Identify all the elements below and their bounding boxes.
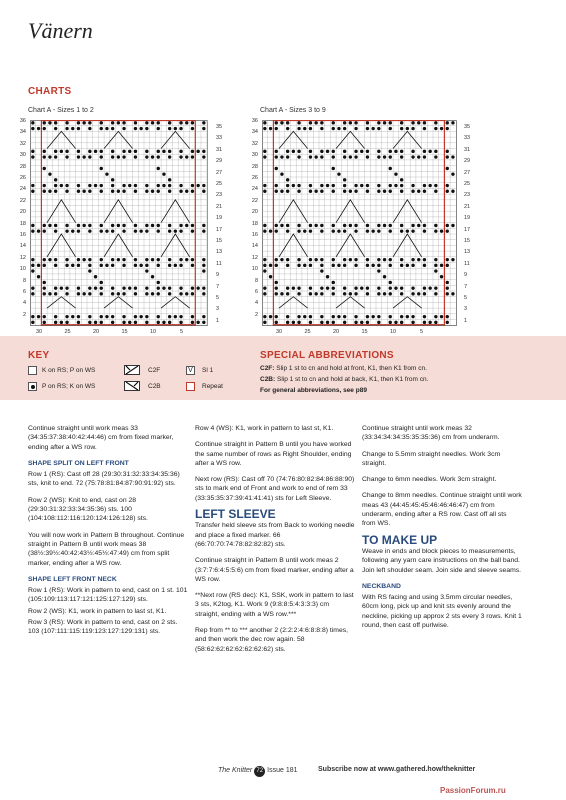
row-number: 36	[19, 118, 26, 124]
key-knit-label: K on RS; P on WS	[42, 367, 96, 374]
col1-paragraph: Row 2 (WS): Knit to end, cast on 28 (29:30:31:32:33:34:35:36) sts. 100 (104:108:112:116:120:124:126:128) sts.	[28, 496, 148, 523]
row-number: 13	[216, 249, 223, 256]
row-number: 23	[216, 192, 223, 199]
key-sl1-label: Sl 1	[202, 367, 214, 374]
col2-paragraph: Rep from ** to *** another 2 (2:2:2:4:6:8:8:8) times, and then work the dec row again. 58 (58:62:62:62:62:62:62:62) sts.	[195, 627, 349, 653]
row-number: 15	[216, 238, 223, 244]
row-number: 26	[19, 175, 26, 181]
section-heading: NECKBAND	[362, 582, 401, 590]
row-number: 9	[464, 272, 468, 279]
slip-symbol-icon: V	[186, 366, 195, 375]
column-number: 5	[179, 329, 184, 335]
section-heading: SHAPE SPLIT ON LEFT FRONT	[28, 459, 129, 467]
c2b-symbol-icon	[124, 381, 140, 391]
col3-paragraph: Weave in ends and block pieces to measurements, following any yarn care instructions on the ball band. Join left shoulder seam. Join side and sleeve seams.	[362, 547, 522, 574]
row-number: 12	[19, 254, 26, 261]
key-heading: KEY	[28, 350, 50, 361]
footer-magazine: The Knitter 72 Issue 181	[218, 766, 298, 777]
watermark: PassionForum.ru	[440, 786, 506, 795]
col1-paragraph: Continue straight until work meas 33 (34:35:37:38:40:42:44:46) cm from fixed marker, ending after a WS row.	[28, 425, 174, 451]
col3-paragraph: With RS facing and using 3.5mm circular needles, 60cm long, pick up and knit sts evenly around the neckline, picking up approx 2 sts every 3 rows. Knit 1 round, then cast off purlwise.	[362, 594, 522, 630]
column-number: 15	[361, 329, 368, 335]
repeat-symbol-icon	[186, 382, 195, 391]
page-number-badge: 72	[254, 766, 265, 777]
col2-paragraph: **Next row (RS dec): K1, SSK, work in pattern to last 3 sts, K2tog, K1. Work 9 (9:8:8:5:4:3:3:3) cm straight, ending with a WS row.***	[195, 592, 354, 618]
chart-b-grid	[262, 120, 460, 326]
row-number: 28	[251, 163, 258, 170]
row-number: 9	[216, 272, 220, 279]
section-heading: LEFT SLEEVE	[195, 507, 276, 522]
abbr-general: For general abbreviations, see p89	[260, 387, 367, 394]
section-heading: SHAPE LEFT FRONT NECK	[28, 575, 117, 583]
row-number: 12	[251, 254, 258, 261]
row-number: 6	[254, 289, 258, 295]
row-number: 30	[251, 152, 258, 159]
row-number: 26	[251, 175, 258, 181]
row-number: 24	[251, 186, 258, 193]
column-number: 30	[275, 329, 283, 335]
column-number: 10	[149, 329, 157, 335]
row-number: 8	[22, 277, 26, 284]
row-number: 18	[19, 220, 26, 227]
row-number: 22	[19, 197, 26, 204]
row-number: 14	[251, 243, 258, 250]
footer-subscribe-link[interactable]: Subscribe now at www.gathered.how/theknitter	[318, 766, 476, 773]
key-c2f-label: C2F	[148, 367, 161, 374]
section-heading: TO MAKE UP	[362, 532, 438, 547]
row-number: 16	[19, 232, 26, 238]
col2-paragraph: Continue straight in Pattern B until work meas 2 (3:7:7:6:4:5:5:6) cm from fixed marker, ending after a WS row.	[195, 557, 354, 583]
row-number: 19	[464, 215, 471, 222]
purl-symbol-icon	[28, 382, 37, 391]
row-number: 28	[19, 163, 26, 170]
row-number: 11	[464, 260, 470, 267]
row-number: 17	[216, 226, 223, 233]
row-number: 20	[251, 209, 258, 216]
row-number: 18	[251, 220, 258, 227]
row-number: 30	[19, 152, 26, 159]
column-1	[28, 424, 188, 644]
row-number: 25	[216, 181, 223, 187]
col1-paragraph: You will now work in Pattern B throughout. Continue straight in Pattern B until work meas 38 (38½:39½:40:42:43½:45½:47:49) cm from split marker, ending after a WS row.	[28, 531, 185, 567]
column-3	[362, 424, 522, 637]
row-number: 5	[464, 295, 468, 301]
row-number: 33	[464, 135, 471, 142]
row-number: 35	[216, 124, 223, 130]
row-number: 22	[251, 197, 258, 204]
key-c2b-label: C2B	[148, 383, 161, 390]
row-number: 23	[464, 192, 471, 199]
col2-paragraph: Transfer held sleeve sts from Back to working needle and place a fixed marker. 66 (66:70:70:74:78:82:82:82) sts.	[195, 522, 355, 548]
row-number: 20	[19, 209, 26, 216]
row-number: 16	[251, 232, 258, 238]
row-number: 27	[464, 169, 471, 176]
col2-paragraph: Row 4 (WS): K1, work in pattern to last st, K1.	[195, 425, 334, 432]
abbr-c2b: C2B: Slip 1 st to cn and hold at back, K1, then K1 from cn.	[260, 376, 429, 383]
row-number: 29	[464, 158, 471, 165]
chart-a-label: Chart A - Sizes 1 to 2	[28, 107, 94, 114]
row-number: 27	[216, 169, 223, 176]
row-number: 15	[464, 238, 471, 244]
column-number: 20	[332, 329, 340, 335]
col1-paragraph: Row 1 (RS): Work in pattern to end, cast on 1 st. 101 (105:109:113:117:121:125:127:129) sts.	[28, 587, 188, 604]
row-number: 2	[22, 311, 26, 318]
row-number: 4	[22, 300, 26, 307]
key-repeat-label: Repeat	[202, 383, 223, 390]
row-number: 8	[254, 277, 258, 284]
column-number: 5	[419, 329, 424, 335]
column-number: 25	[64, 329, 71, 335]
row-number: 10	[251, 266, 258, 273]
row-number: 24	[19, 186, 26, 193]
row-number: 2	[254, 311, 258, 318]
col3-paragraph: Change to 8mm needles. Continue straight until work meas 43 (44:45:45:45:46:46:46:47) cm from underarm, ending after a RS row. Cast off all sts from WS.	[362, 492, 522, 528]
row-number: 33	[216, 135, 223, 142]
col1-paragraph: Row 2 (WS): K1, work in pattern to last st, K1.	[28, 607, 167, 615]
abbr-c2f: C2F: Slip 1 st to cn and hold at front, K1, then K1 from cn.	[260, 365, 427, 372]
row-number: 7	[216, 283, 220, 290]
col2-paragraph: Continue straight in Pattern B until you have worked the same number of rows as Right Shoulder, ending after a WS row.	[195, 441, 352, 467]
row-number: 34	[251, 129, 258, 136]
row-number: 13	[464, 249, 471, 256]
row-number: 31	[464, 146, 471, 153]
row-number: 19	[216, 215, 223, 222]
row-number: 3	[216, 306, 220, 313]
column-number: 25	[304, 329, 311, 335]
col2-paragraph: Next row (RS): Cast off 70 (74:76:80:82:84:86:88:90) sts to mark end of Front and work to end of rem 33 (33:35:35:37:39:41:41:41) sts for Left Sleeve.	[195, 476, 355, 502]
key-purl-label: P on RS; K on WS	[42, 383, 96, 390]
special-abbreviations-heading: SPECIAL ABBREVIATIONS	[260, 350, 394, 361]
row-number: 14	[19, 243, 26, 250]
row-number: 21	[464, 203, 471, 210]
row-number: 17	[464, 226, 471, 233]
row-number: 29	[216, 158, 223, 165]
row-number: 21	[216, 203, 223, 210]
row-number: 32	[251, 140, 258, 147]
column-number: 30	[35, 329, 43, 335]
col3-paragraph: Change to 6mm needles. Work 3cm straight.	[362, 476, 497, 484]
column-number: 15	[121, 329, 128, 335]
row-number: 34	[19, 129, 26, 136]
charts-heading: CHARTS	[28, 86, 72, 97]
row-number: 32	[19, 140, 26, 147]
col3-paragraph: Continue straight until work meas 32 (33:34:34:34:35:35:35:36) cm from underarm.	[362, 425, 500, 442]
row-number: 11	[216, 260, 222, 267]
row-number: 6	[22, 289, 26, 295]
chart-b-label: Chart A - Sizes 3 to 9	[260, 107, 326, 114]
col3-paragraph: Change to 5.5mm straight needles. Work 3cm straight.	[362, 450, 501, 467]
col1-paragraph: Row 3 (RS): Work in pattern to end, cast on 2 sts. 103 (107:111:115:119:123:127:129:131) sts.	[28, 619, 178, 636]
knit-symbol-icon	[28, 366, 37, 375]
row-number: 10	[19, 266, 26, 273]
page-title: Vänern	[28, 18, 93, 43]
row-number: 1	[216, 317, 220, 324]
row-number: 7	[464, 283, 468, 290]
row-number: 25	[464, 181, 471, 187]
row-number: 4	[254, 300, 258, 307]
column-2	[195, 424, 355, 661]
column-number: 10	[389, 329, 397, 335]
row-number: 5	[216, 295, 220, 301]
col1-paragraph: Row 1 (RS): Cast off 28 (29:30:31:32:33:34:35:36) sts, knit to end. 72 (75:78:81:84:87:90:91:92) sts.	[28, 471, 180, 488]
row-number: 3	[464, 306, 468, 313]
c2f-symbol-icon	[124, 365, 140, 375]
chart-a-grid	[30, 120, 212, 326]
row-number: 31	[216, 146, 223, 153]
row-number: 36	[251, 118, 258, 124]
row-number: 35	[464, 124, 471, 130]
column-number: 20	[92, 329, 100, 335]
row-number: 1	[464, 317, 468, 324]
